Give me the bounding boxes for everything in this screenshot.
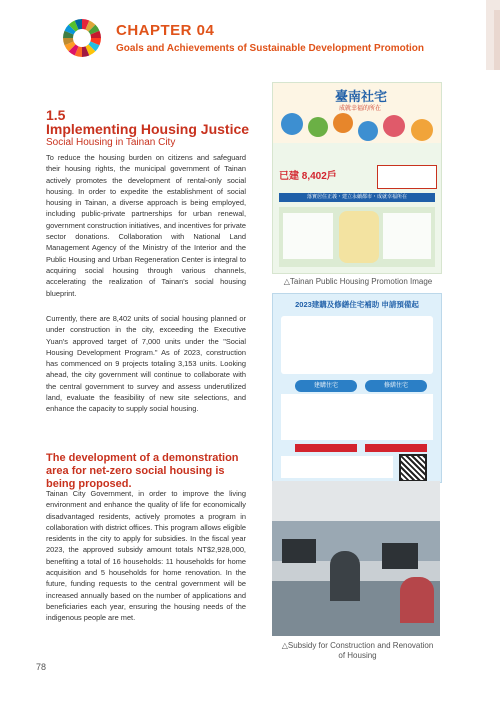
- poster2-col2: 修繕住宅: [365, 380, 427, 392]
- subsidy-poster-image: [272, 293, 442, 483]
- housing-promotion-image: [272, 82, 442, 274]
- caption-promotion-image: △Tainan Public Housing Promotion Image: [283, 277, 433, 286]
- chapter-subtitle: Goals and Achievements of Sustainable Development Promotion: [116, 43, 425, 54]
- caption-subsidy-image: △Subsidy for Construction and Renovation of Housing: [281, 641, 434, 660]
- paragraph-subsidy: Tainan City Government, in order to improve the living environment and enhance the quality of life for economically disadvantaged residents, actively promotes a program in collaboration with district offices. This program allows eligible residents in the city to apply for subsidies. In the fiscal year 2023, the approved subsidy amount totals NT$2,928,000, benefiting a total of 16 households: 11 households for home acquisition and 5 households for home renovation. In the future, funding requests to the central government will be increased annually based on the number of applications and beneficiaries each year, ensuring the housing needs of the indigenous people are met.: [46, 489, 246, 623]
- photo-monitor-b: [382, 543, 418, 569]
- photo-monitor-a: [282, 539, 316, 563]
- poster2-notes: [281, 456, 393, 478]
- section2-title: The development of a demonstration area for net-zero social housing is being proposed.: [46, 452, 239, 490]
- poster2-table: [281, 394, 433, 440]
- qr-code-icon: [399, 454, 427, 482]
- poster2-info-block: [281, 316, 433, 374]
- section-subtitle: Social Housing in Tainan City: [46, 137, 176, 148]
- office-photo: [272, 481, 440, 636]
- section-title: Implementing Housing Justice: [46, 121, 250, 137]
- paragraph-intro: To reduce the housing burden on citizens and safeguard their housing rights, the municipal government of Tainan actively promotes the development of rental-only social housing. In order to expedite the establishment of social housing in Tainan, a diverse approach is being employed, including public-private partnerships for urban renewal, government construction initiatives, and incentives for private sector donations. Collaboration with National Land Management Agency of the Ministry of the Interior and the Public Housing and Urban Regeneration Center is integral to acquiring social housing through various channels, accelerating the realization of Tainan's social housing blueprint.: [46, 153, 246, 298]
- chapter-label: CHAPTER 04: [116, 22, 215, 39]
- poster2-col1: 建購住宅: [295, 380, 357, 392]
- page-number: 78: [36, 662, 47, 672]
- poster-map: [279, 207, 435, 267]
- photo-person-b: [400, 577, 434, 623]
- poster-stats-box: [377, 165, 437, 189]
- poster2-amount-right: [365, 444, 427, 452]
- bubble-f: [411, 119, 433, 141]
- bubble-c: [333, 113, 353, 133]
- chapter-header: [0, 0, 500, 78]
- poster-banner: 落實居住正義・建立永續都市・成就幸福所在: [279, 193, 435, 202]
- photo-person-a: [330, 551, 360, 601]
- subsidy-poster-title: 2023建購及修繕住宅補助 申請預備起: [295, 300, 419, 309]
- corner-decoration: [480, 0, 500, 90]
- bubble-d: [358, 121, 378, 141]
- poster-count: 已建 8,402戶: [279, 171, 337, 182]
- sdg-wheel-icon: [62, 18, 102, 58]
- poster2-amount-left: [295, 444, 357, 452]
- poster-tagline: 成就幸福的所在: [339, 106, 382, 112]
- paragraph-status: Currently, there are 8,402 units of social housing planned or under construction in the city, exceeding the Executive Yuan's approved target of 7,000 units under the "Social Housing Development Program." As of 2023, construction has commenced on 9 projects totaling 3,153 units. Looking ahead, the city government will continue to collaborate with the central government to survey and assess underutilized land, evaluate the feasibility of new site selections, and enhance the capacity to supply social housing.: [46, 314, 246, 414]
- poster-title: 臺南社宅: [335, 89, 388, 104]
- bubble-e: [383, 115, 405, 137]
- bubble-a: [281, 113, 303, 135]
- section-number: 1.5: [46, 107, 66, 123]
- photo-ceiling: [272, 481, 440, 521]
- bubble-b: [308, 117, 328, 137]
